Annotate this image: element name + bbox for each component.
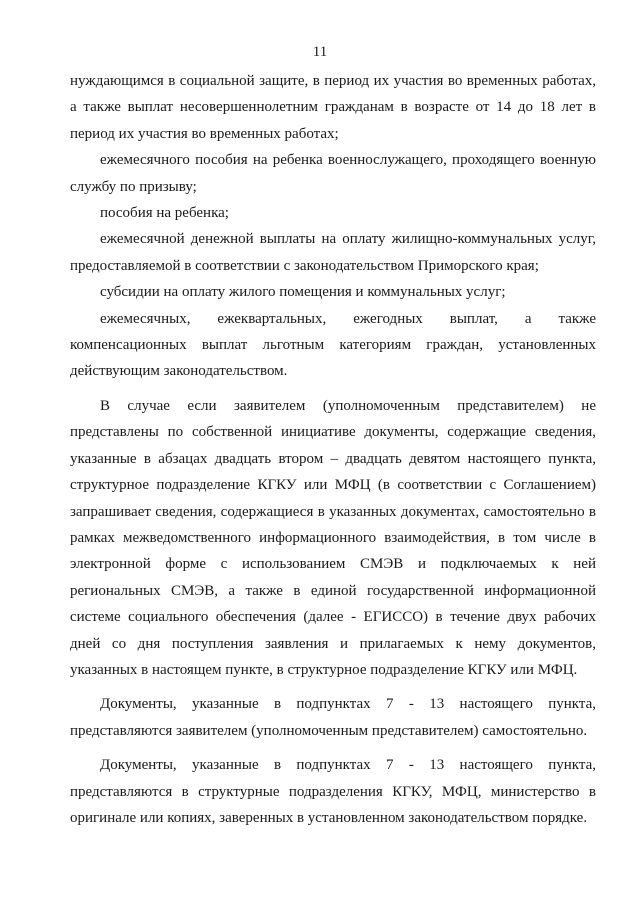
paragraph-3: пособия на ребенка; [100, 205, 229, 222]
page-number: 11 [312, 44, 328, 60]
paragraph-6: ежемесячных, ежеквартальных, ежегодных выплат, а также компенсационных выплат льготным категориям граждан, установленных действующим законодательством. [70, 310, 596, 380]
paragraph-5: субсидии на оплату жилого помещения и коммунальных услуг; [100, 284, 506, 301]
paragraph-9: Документы, указанные в подпунктах 7 - 13 настоящего пункта, представляются в структурные подразделения КГКУ, МФЦ, министерство в оригинале или копиях, заверенных в установленном законодательством порядке. [70, 757, 596, 826]
paragraph-8: Документы, указанные в подпунктах 7 - 13 настоящего пункта, представляются заявителем (уполномоченным представителем) самостоятельно. [70, 696, 596, 739]
paragraph-7: В случае если заявителем (уполномоченным представителем) не представлены по собственной инициативе документы, содержащие сведения, указанные в абзацах двадцать втором – двадцать девятом настоящего пункта, структурное подразделение КГКУ или МФЦ (в соответствии с Соглашением) запрашивает сведения, содержащиеся в указанных документах, самостоятельно в рамках межведомственного информационного взаимодействия, в том числе в электронной форме с использованием СМЭВ и подключаемых к ней региональных СМЭВ, а также в единой государственной информационной системе социального обеспечения (далее - ЕГИССО) в течение двух рабочих дней со дня поступления заявления и прилагаемых к нему документов, указанных в настоящем пункте, в структурное подразделение КГКУ или МФЦ. [70, 397, 596, 678]
document-body [70, 68, 596, 831]
paragraph-2: ежемесячного пособия на ребенка военнослужащего, проходящего военную службу по призыву; [70, 152, 596, 195]
paragraph-1: нуждающимся в социальной защите, в период их участия во временных работах, а также выплат несовершеннолетним гражданам в возрасте от 14 до 18 лет в период их участия во временных работах; [70, 73, 596, 142]
paragraph-4: ежемесячной денежной выплаты на оплату жилищно-коммунальных услуг, предоставляемой в соответствии с законодательством Приморского края; [70, 231, 596, 274]
